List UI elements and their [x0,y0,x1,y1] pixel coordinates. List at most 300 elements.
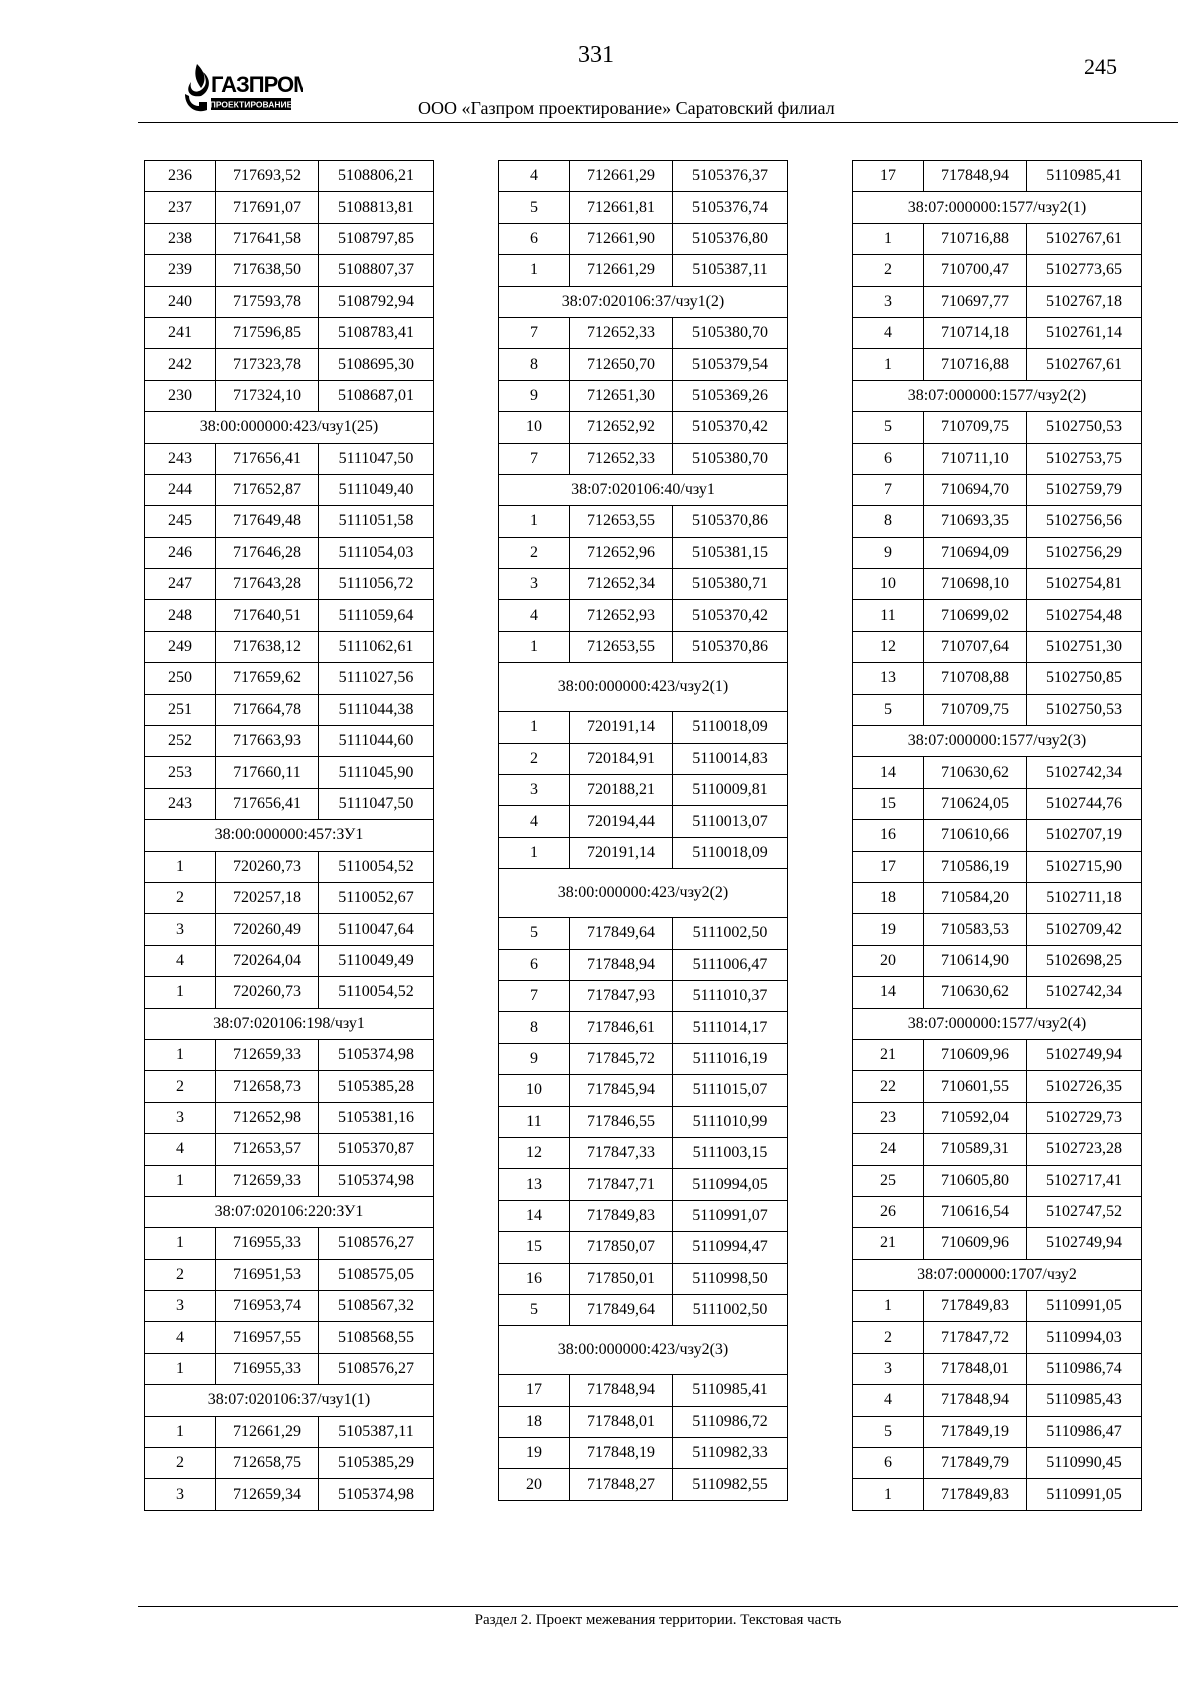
table-row [499,712,788,743]
coordinate-y: 5105381,15 [673,537,788,568]
coordinate-x: 712653,55 [570,631,673,662]
parcel-header-row [853,1008,1142,1039]
table-row [853,757,1142,788]
table-row [499,1232,788,1263]
parcel-id: 38:00:000000:423/чзу1(25) [145,412,434,443]
table-row [145,1322,434,1353]
coordinate-x: 717849,83 [924,1479,1027,1510]
point-number: 22 [853,1071,924,1102]
coordinate-y: 5105380,70 [673,443,788,474]
logo-subtext: ПРОЕКТИРОВАНИЕ [209,99,293,110]
point-number: 2 [145,1259,216,1290]
coordinate-y: 5111002,50 [673,1294,788,1325]
table-row [499,1106,788,1137]
coordinate-x: 717848,94 [570,1375,673,1406]
table-row [853,1228,1142,1259]
coordinate-x: 712661,29 [570,255,673,286]
coordinate-y: 5105380,70 [673,317,788,348]
table-row [145,537,434,568]
table-row [145,349,434,380]
coordinate-y: 5110018,09 [673,837,788,868]
coordinate-y: 5105370,87 [319,1134,434,1165]
table-row [145,506,434,537]
point-number: 1 [145,1416,216,1447]
table-row [853,412,1142,443]
coordinate-y: 5108575,05 [319,1259,434,1290]
coordinate-x: 712652,93 [570,600,673,631]
point-number: 10 [853,569,924,600]
coordinate-x: 710586,19 [924,851,1027,882]
coordinate-x: 712659,33 [216,1165,319,1196]
coordinate-x: 717848,01 [570,1406,673,1437]
coordinate-x: 720194,44 [570,806,673,837]
table-row [145,1071,434,1102]
coordinate-x: 710698,10 [924,569,1027,600]
point-number: 243 [145,443,216,474]
point-number: 10 [499,412,570,443]
table-row [853,1196,1142,1227]
coordinate-y: 5105379,54 [673,349,788,380]
table-row [145,1259,434,1290]
table-row [499,349,788,380]
coordinate-x: 720191,14 [570,712,673,743]
coordinate-x: 716957,55 [216,1322,319,1353]
coordinate-x: 710716,88 [924,223,1027,254]
coordinate-y: 5102711,18 [1027,882,1142,913]
table-row [853,977,1142,1008]
table-row [853,161,1142,192]
coordinate-y: 5108783,41 [319,317,434,348]
coordinate-x: 712661,90 [570,223,673,254]
coordinate-y: 5102715,90 [1027,851,1142,882]
coordinate-y: 5108813,81 [319,192,434,223]
point-number: 12 [499,1137,570,1168]
coordinate-y: 5102750,53 [1027,694,1142,725]
coordinate-y: 5110052,67 [319,882,434,913]
coordinate-x: 710711,10 [924,443,1027,474]
table-row [853,914,1142,945]
point-number: 237 [145,192,216,223]
point-number: 3 [499,775,570,806]
parcel-header-row [145,1385,434,1416]
coordinate-y: 5102767,61 [1027,223,1142,254]
parcel-header-row [853,192,1142,223]
table-row [499,743,788,774]
coordinate-x: 710589,31 [924,1134,1027,1165]
coordinate-y: 5105370,42 [673,600,788,631]
point-number: 247 [145,569,216,600]
coordinate-y: 5111010,37 [673,980,788,1011]
coordinate-x: 710592,04 [924,1102,1027,1133]
coordinate-y: 5110013,07 [673,806,788,837]
page-number-alt: 245 [1084,54,1117,79]
point-number: 1 [853,223,924,254]
table-row [145,443,434,474]
point-number: 11 [499,1106,570,1137]
table-row [145,977,434,1008]
coordinate-y: 5105385,28 [319,1071,434,1102]
coordinate-y: 5111044,38 [319,694,434,725]
coordinate-y: 5108687,01 [319,380,434,411]
coordinate-x: 720260,73 [216,977,319,1008]
logo-text: ГАЗПРОМ [211,72,303,97]
coordinate-x: 717641,58 [216,223,319,254]
point-number: 251 [145,694,216,725]
coordinate-y: 5110009,81 [673,775,788,806]
coordinate-y: 5102749,94 [1027,1228,1142,1259]
coordinate-x: 717659,62 [216,663,319,694]
coordinate-y: 5102717,41 [1027,1165,1142,1196]
point-number: 3 [853,286,924,317]
table-row [499,223,788,254]
point-number: 244 [145,474,216,505]
table-row [853,1448,1142,1479]
coordinate-x: 710708,88 [924,663,1027,694]
coordinate-y: 5111027,56 [319,663,434,694]
point-number: 14 [853,977,924,1008]
point-number: 242 [145,349,216,380]
coordinate-x: 717638,50 [216,255,319,286]
coordinate-x: 710584,20 [924,882,1027,913]
coordinate-y: 5110054,52 [319,851,434,882]
coordinate-y: 5111003,15 [673,1137,788,1168]
coordinate-y: 5110014,83 [673,743,788,774]
point-number: 4 [145,1322,216,1353]
coordinate-y: 5102754,81 [1027,569,1142,600]
coordinate-y: 5110047,64 [319,914,434,945]
point-number: 1 [145,1165,216,1196]
parcel-header-row [145,1008,434,1039]
coordinate-y: 5105370,86 [673,631,788,662]
coordinate-y: 5111006,47 [673,949,788,980]
table-row [853,1291,1142,1322]
point-number: 1 [145,1039,216,1070]
table-row [853,945,1142,976]
coordinate-y: 5108695,30 [319,349,434,380]
coordinate-x: 712652,98 [216,1102,319,1133]
coordinate-x: 712652,34 [570,569,673,600]
point-number: 24 [853,1134,924,1165]
point-number: 17 [853,851,924,882]
parcel-id: 38:00:000000:457:ЗУ1 [145,820,434,851]
point-number: 4 [145,945,216,976]
table-row [499,631,788,662]
coordinate-y: 5111045,90 [319,757,434,788]
parcel-header-row [145,820,434,851]
point-number: 4 [853,1385,924,1416]
table-row [145,192,434,223]
point-number: 17 [499,1375,570,1406]
coordinate-x: 710624,05 [924,788,1027,819]
coordinate-y: 5102729,73 [1027,1102,1142,1133]
table-row [499,980,788,1011]
point-number: 14 [853,757,924,788]
point-number: 5 [499,918,570,949]
point-number: 9 [499,1043,570,1074]
point-number: 7 [499,443,570,474]
coordinate-y: 5110994,47 [673,1232,788,1263]
table-row [499,537,788,568]
coordinate-x: 717324,10 [216,380,319,411]
coordinate-y: 5110998,50 [673,1263,788,1294]
coordinate-x: 717845,94 [570,1075,673,1106]
coordinate-x: 712661,29 [570,161,673,192]
coordinate-y: 5111049,40 [319,474,434,505]
point-number: 245 [145,506,216,537]
coordinate-y: 5108792,94 [319,286,434,317]
table-row [499,1137,788,1168]
table-row [499,1438,788,1469]
coordinates-table-1 [144,160,434,1511]
table-row [499,949,788,980]
table-row [145,317,434,348]
coordinate-x: 712661,81 [570,192,673,223]
coordinate-x: 717847,93 [570,980,673,1011]
coordinate-y: 5111059,64 [319,600,434,631]
coordinate-x: 710714,18 [924,317,1027,348]
coordinate-y: 5108576,27 [319,1228,434,1259]
coordinate-y: 5111062,61 [319,631,434,662]
point-number: 5 [853,412,924,443]
point-number: 9 [499,380,570,411]
coordinate-y: 5110991,05 [1027,1291,1142,1322]
coordinate-x: 717849,64 [570,918,673,949]
point-number: 3 [499,569,570,600]
coordinate-y: 5110985,43 [1027,1385,1142,1416]
table-row [853,694,1142,725]
table-row [499,255,788,286]
organization-name: ООО «Газпром проектирование» Саратовский филиал [418,98,835,118]
point-number: 13 [853,663,924,694]
point-number: 248 [145,600,216,631]
table-row [145,851,434,882]
coordinate-x: 717656,41 [216,788,319,819]
point-number: 243 [145,788,216,819]
coordinate-x: 710707,64 [924,631,1027,662]
coordinate-y: 5105387,11 [673,255,788,286]
table-row [853,788,1142,819]
table-row [499,806,788,837]
coordinate-y: 5108797,85 [319,223,434,254]
coordinate-x: 717850,07 [570,1232,673,1263]
coordinate-y: 5110985,41 [1027,161,1142,192]
coordinate-x: 712652,33 [570,443,673,474]
table-row [853,474,1142,505]
coordinate-y: 5111056,72 [319,569,434,600]
point-number: 238 [145,223,216,254]
point-number: 230 [145,380,216,411]
point-number: 2 [145,882,216,913]
point-number: 6 [499,223,570,254]
point-number: 23 [853,1102,924,1133]
coordinate-x: 717848,19 [570,1438,673,1469]
coordinate-y: 5102761,14 [1027,317,1142,348]
point-number: 7 [499,317,570,348]
table-row [499,1469,788,1500]
point-number: 252 [145,726,216,757]
point-number: 15 [853,788,924,819]
table-row [145,914,434,945]
coordinate-x: 717848,94 [924,1385,1027,1416]
table-row [853,1134,1142,1165]
parcel-header-row [853,380,1142,411]
table-row [499,569,788,600]
coordinate-x: 710699,02 [924,600,1027,631]
coordinate-x: 712658,75 [216,1448,319,1479]
coordinate-x: 710616,54 [924,1196,1027,1227]
coordinate-y: 5102744,76 [1027,788,1142,819]
coordinate-x: 710694,70 [924,474,1027,505]
table-row [145,694,434,725]
point-number: 1 [499,255,570,286]
point-number: 236 [145,161,216,192]
coordinate-y: 5105374,98 [319,1479,434,1510]
coordinate-y: 5111047,50 [319,788,434,819]
coordinate-x: 720191,14 [570,837,673,868]
coordinate-x: 717847,72 [924,1322,1027,1353]
coordinate-y: 5105381,16 [319,1102,434,1133]
table-row [499,161,788,192]
point-number: 7 [499,980,570,1011]
table-row [499,1200,788,1231]
parcel-id: 38:07:020106:37/чзу1(2) [499,286,788,317]
table-row [499,1169,788,1200]
coordinate-x: 717845,72 [570,1043,673,1074]
coordinate-x: 717849,19 [924,1416,1027,1447]
table-row [499,1075,788,1106]
coordinates-table-2 [498,160,788,1501]
point-number: 1 [145,1353,216,1384]
coordinate-x: 720260,49 [216,914,319,945]
table-row [853,882,1142,913]
table-row [145,1291,434,1322]
point-number: 2 [853,255,924,286]
table-row [853,255,1142,286]
point-number: 8 [499,1012,570,1043]
table-row [499,918,788,949]
parcel-id: 38:07:020106:40/чзу1 [499,474,788,505]
coordinate-y: 5102742,34 [1027,757,1142,788]
point-number: 7 [853,474,924,505]
table-row [853,223,1142,254]
coordinate-x: 717663,93 [216,726,319,757]
coordinate-x: 717848,01 [924,1353,1027,1384]
coordinate-x: 710605,80 [924,1165,1027,1196]
point-number: 6 [853,1448,924,1479]
point-number: 3 [145,1291,216,1322]
coordinate-y: 5111047,50 [319,443,434,474]
coordinate-x: 716955,33 [216,1353,319,1384]
coordinate-x: 717652,87 [216,474,319,505]
coordinate-x: 717593,78 [216,286,319,317]
table-row [499,317,788,348]
point-number: 5 [499,192,570,223]
coordinate-y: 5102773,65 [1027,255,1142,286]
coordinate-x: 717660,11 [216,757,319,788]
point-number: 20 [499,1469,570,1500]
parcel-id: 38:00:000000:423/чзу2(1) [499,663,788,712]
coordinate-x: 720184,91 [570,743,673,774]
point-number: 1 [499,837,570,868]
point-number: 19 [499,1438,570,1469]
coordinate-y: 5102767,18 [1027,286,1142,317]
table-row [499,1012,788,1043]
coordinate-x: 717323,78 [216,349,319,380]
coordinate-x: 717643,28 [216,569,319,600]
coordinate-y: 5108807,37 [319,255,434,286]
coordinate-y: 5111015,07 [673,1075,788,1106]
table-row [853,506,1142,537]
coordinates-table-3 [852,160,1142,1511]
parcel-id: 38:07:000000:1577/чзу2(4) [853,1008,1142,1039]
table-row [499,192,788,223]
coordinate-x: 720188,21 [570,775,673,806]
coordinate-x: 717847,71 [570,1169,673,1200]
table-row [145,286,434,317]
table-row [853,286,1142,317]
point-number: 25 [853,1165,924,1196]
coordinate-y: 5102751,30 [1027,631,1142,662]
point-number: 1 [853,1479,924,1510]
point-number: 1 [499,712,570,743]
table-row [499,412,788,443]
point-number: 253 [145,757,216,788]
coordinate-y: 5105370,42 [673,412,788,443]
point-number: 21 [853,1228,924,1259]
coordinate-y: 5108576,27 [319,1353,434,1384]
coordinate-y: 5102767,61 [1027,349,1142,380]
coordinate-x: 712653,55 [570,506,673,537]
coordinate-x: 717846,55 [570,1106,673,1137]
coordinate-x: 716951,53 [216,1259,319,1290]
table-row [853,631,1142,662]
coordinate-x: 717847,33 [570,1137,673,1168]
page-number: 331 [578,42,614,68]
point-number: 1 [145,977,216,1008]
coordinate-x: 710609,96 [924,1039,1027,1070]
table-row [145,1228,434,1259]
flame-logo-icon [183,58,303,120]
coordinate-y: 5102756,56 [1027,506,1142,537]
coordinate-y: 5110991,07 [673,1200,788,1231]
coordinate-x: 717638,12 [216,631,319,662]
coordinate-x: 717693,52 [216,161,319,192]
table-row [145,757,434,788]
point-number: 4 [499,806,570,837]
point-number: 8 [853,506,924,537]
parcel-id: 38:07:020106:198/чзу1 [145,1008,434,1039]
coordinate-y: 5102707,19 [1027,820,1142,851]
table-row [853,1071,1142,1102]
coordinate-y: 5102742,34 [1027,977,1142,1008]
point-number: 4 [499,161,570,192]
point-number: 10 [499,1075,570,1106]
table-row [853,1416,1142,1447]
coordinate-x: 710630,62 [924,757,1027,788]
table-row [499,837,788,868]
point-number: 2 [145,1448,216,1479]
table-row [145,788,434,819]
parcel-header-row [853,1259,1142,1290]
coordinate-x: 712650,70 [570,349,673,380]
table-row [145,600,434,631]
point-number: 1 [145,851,216,882]
coordinate-y: 5111014,17 [673,1012,788,1043]
point-number: 1 [145,1228,216,1259]
point-number: 4 [499,600,570,631]
coordinate-x: 712652,92 [570,412,673,443]
coordinate-x: 717848,94 [924,161,1027,192]
